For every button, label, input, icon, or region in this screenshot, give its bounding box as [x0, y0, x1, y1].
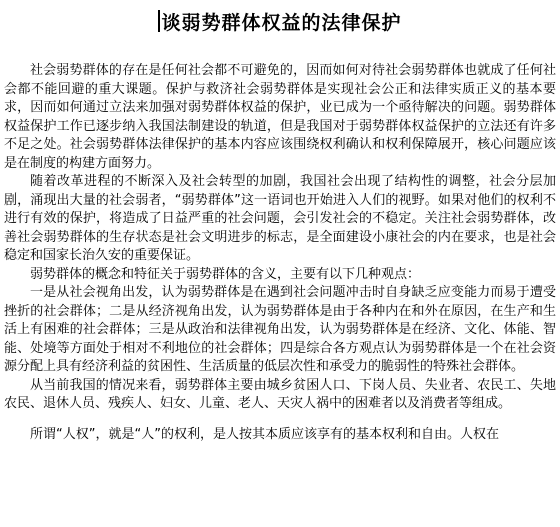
- paragraph-3: 弱势群体的概念和特征关于弱势群体的含义，主要有以下几种观点：: [30, 266, 421, 282]
- paragraph-2: 随着改革进程的不断深入及社会转型的加剧，我国社会出现了结构性的调整，社会分层加剧，涌现出大量的社会弱者，“弱势群体”这一语词也开始进入人们的视野。如果对他们的权利不进行有效的保护，将造成了日益严重的社会问题，会引发社会的不稳定。关注社会弱势群体，改善社会弱势群体的生存状态是社会文明进步的标志，是全面建设小康社会的内在要求，也是社会稳定和国家长治久安的重要保证。: [4, 174, 556, 263]
- document-title: 谈弱势群体权益的法律保护: [161, 12, 402, 34]
- paragraph-1: 社会弱势群体的存在是任何社会都不可避免的，因而如何对待社会弱势群体也就成了任何社会都不能回避的重大课题。保护与救济社会弱势群体是实现社会公正和法律实质正义的基本要求，因而如何通过立法来加强对弱势群体权益的保护，业已成为一个亟待解决的问题。弱势群体权益保护工作已逐步纳入我国法制建设的轨道，但是我国对于弱势群体权益保护的立法还有许多不足之处。社会弱势群体法律保护的基本内容应该围绕权利确认和权利保障展开，核心问题应该是在制度的构建方面努力。: [4, 63, 556, 171]
- document-body: [4, 62, 556, 444]
- paragraph-5: 从当前我国的情况来看，弱势群体主要由城乡贫困人口、下岗人员、失业者、农民工、失地农民、退休人员、残疾人、妇女、儿童、老人、天灾人祸中的困难者以及消费者等组成。: [4, 377, 556, 411]
- paragraph-4: 一是从社会视角出发，认为弱势群体是在遇到社会问题冲击时自身缺乏应变能力而易于遭受挫折的社会群体；二是从经济视角出发，认为弱势群体是由于各种内在和外在原因，在生产和生活上有困难的社会群体；三是从政治和法律视角出发，认为弱势群体是在经济、文化、体能、智能、处境等方面处于相对不利地位的社会群体；四是综合各方观点认为弱势群体是一个在社会资源分配上具有经济利益的贫困性、生活质量的低层次性和承受力的脆弱性的特殊社会群体。: [4, 285, 556, 374]
- paragraph-6: 所谓“人权”，就是“人”的权利，是人按其本质应该享有的基本权利和自由。人权在: [30, 426, 499, 442]
- title-row: [0, 8, 560, 35]
